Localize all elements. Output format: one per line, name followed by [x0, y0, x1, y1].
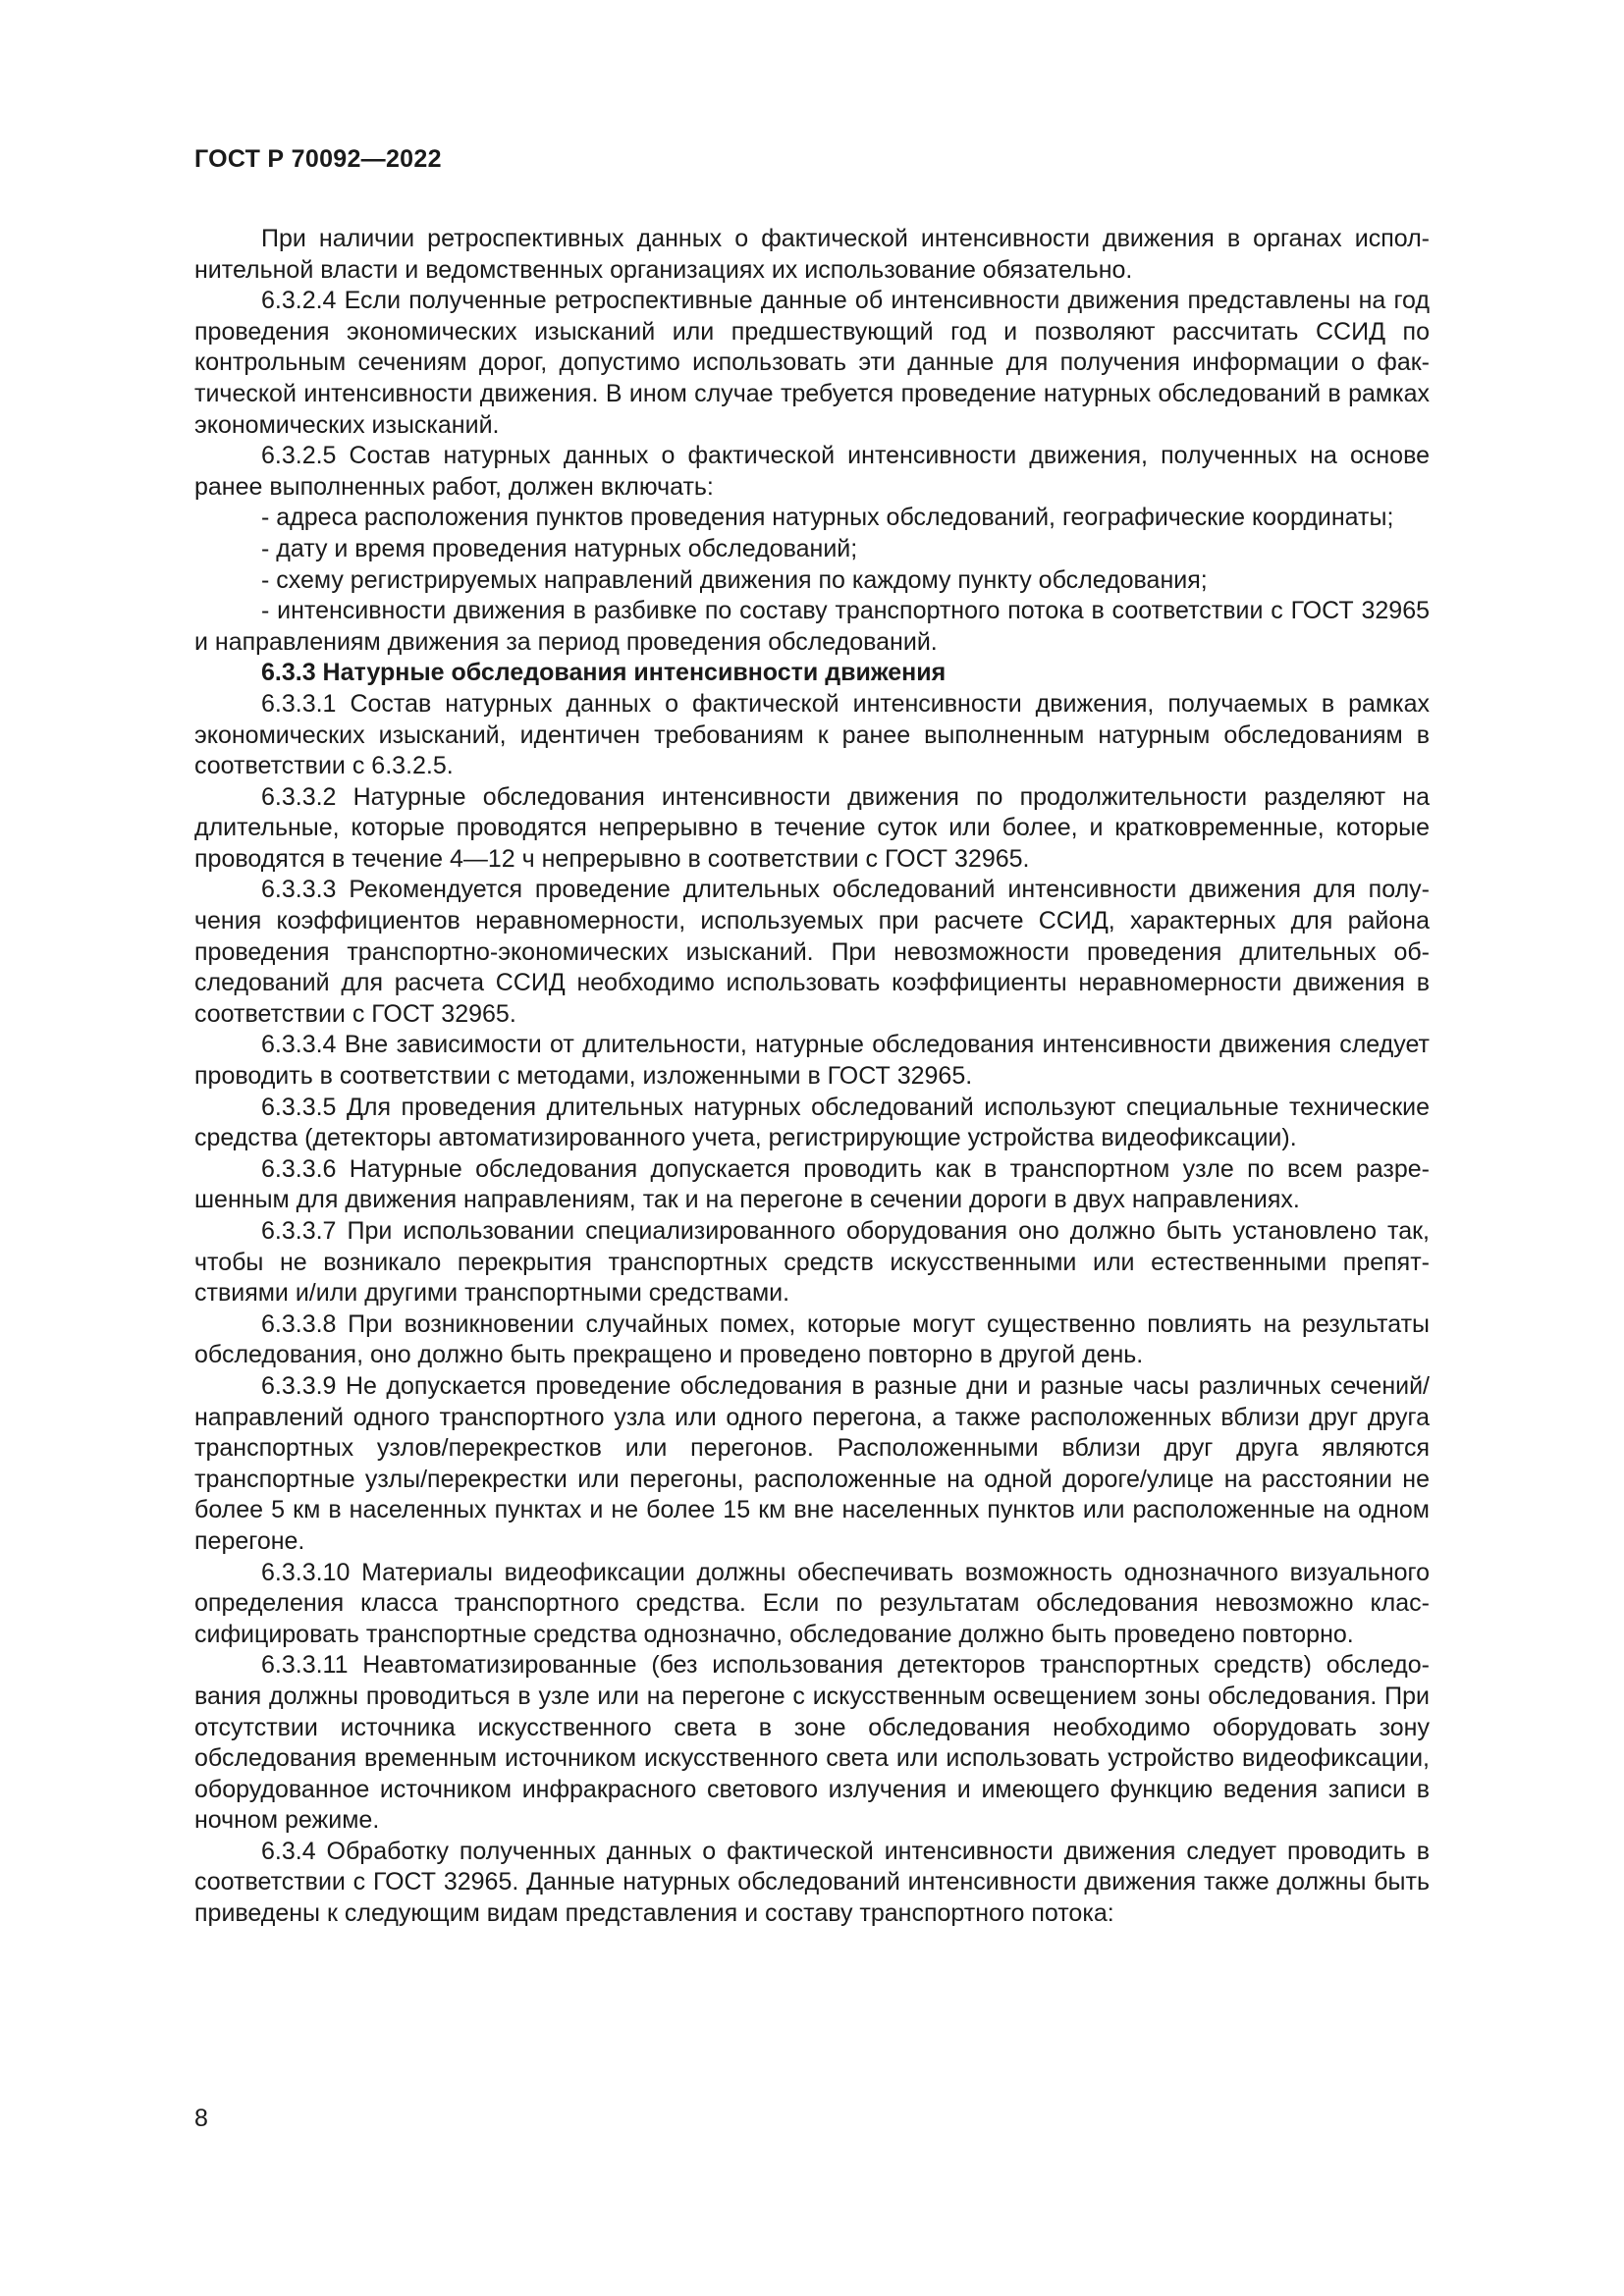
paragraph-6-3-2-5: 6.3.2.5 Состав натурных данных о фактической интенсивности движения, полученных на основе ранее выполненных работ, должен включать:	[194, 442, 1430, 501]
paragraph-6-3-4: 6.3.4 Обработку полученных данных о фактической интенсивности движения следует проводить в соответствии с ГОСТ 32965. Данные натурных обследований интенсивности движения также должны быть приведены к следующим видам представления и составу транспортного потока:	[194, 1837, 1430, 1928]
paragraph-6-3-3-10: 6.3.3.10 Материалы видеофиксации должны обеспечивать возможность однозначного визуального определения класса транспортного средства. Если по результатам обследования невозможно классифицировать транспортные средства однозначно, обследование должно быть проведено повторно.	[194, 1558, 1430, 1648]
paragraph-6-3-3-3: 6.3.3.3 Рекомендуется проведение длительных обследований интенсивности движения для получения коэффициентов неравномерности, используемых при расчете ССИД, характерных для района проведения транспортно-экономических изысканий. При невозможности проведения длительных обследований для расчета ССИД необходимо использовать коэффициенты неравномерности движения в соответствии с ГОСТ 32965.	[194, 876, 1430, 1028]
paragraph-6-3-3-1: 6.3.3.1 Состав натурных данных о фактической интенсивности движения, получаемых в рамках экономических изысканий, идентичен требованиям к ранее выполненным натурным обследованиям в соответствии с 6.3.2.5.	[194, 689, 1430, 780]
paragraph-6-3-3-8: 6.3.3.8 При возникновении случайных помех, которые могут существенно повлиять на результаты обследования, оно должно быть прекращено и проведено повторно в другой день.	[194, 1309, 1430, 1369]
list-item: - интенсивности движения в разбивке по составу транспортного потока в соответствии с ГОСТ 32965 и направлениям движения за период проведения обследований.	[194, 597, 1430, 656]
paragraph: При наличии ретроспективных данных о фактической интенсивности движения в органах исполнительной власти и ведомственных организациях их использование обязательно.	[194, 225, 1430, 284]
paragraph-6-3-3-5: 6.3.3.5 Для проведения длительных натурных обследований используют специальные технические средства (детекторы автоматизированного учета, регистрирующие устройства видеофиксации).	[194, 1093, 1430, 1152]
paragraph-6-3-3-11: 6.3.3.11 Неавтоматизированные (без использования детекторов транспортных средств) обследования должны проводиться в узле или на перегоне с искусственным освещением зоны обследования. При отсутствии источника искусственного света в зоне обследования необходимо оборудовать зону обследования временным источником искусственного света или использовать устройство видеофиксации, оборудованное источником инфракрасного светового излучения и имеющего функцию ведения записи в ночном режиме.	[194, 1651, 1430, 1835]
paragraph-6-3-3-7: 6.3.3.7 При использовании специализированного оборудования оно должно быть установлено так, чтобы не возникало перекрытия транспортных средств искусственными или естественными препятствиями и/или другими транспортными средствами.	[194, 1217, 1430, 1308]
list-item: - дату и время проведения натурных обследований;	[261, 534, 858, 562]
section-heading-6-3-3: 6.3.3 Натурные обследования интенсивности движения	[261, 659, 947, 687]
paragraph-6-3-3-4: 6.3.3.4 Вне зависимости от длительности, натурные обследования интенсивности движения следует проводить в соответствии с методами, изложенными в ГОСТ 32965.	[194, 1031, 1430, 1091]
paragraph-6-3-3-9: 6.3.3.9 Не допускается проведение обследования в разные дни и разные часы различных сечений/направлений одного транспортного узла или одного перегона, а также расположенных вблизи друг друга транспортных узлов/перекрестков или перегонов. Расположенными вблизи друг друга являются транспортные узлы/перекрестки или перегоны, расположенные на одной дороге/улице на расстоянии не более 5 км в населенных пунктах и не более 15 км вне населенных пунктов или расположенные на одном перегоне.	[194, 1371, 1430, 1555]
page-number: 8	[194, 2105, 208, 2132]
paragraph-6-3-3-2: 6.3.3.2 Натурные обследования интенсивности движения по продолжительности разделяют на длительные, которые проводятся непрерывно в течение суток или более, и кратковременные, которые проводятся в течение 4—12 ч непрерывно в соответствии с ГОСТ 32965.	[194, 782, 1430, 873]
list-item: - схему регистрируемых направлений движения по каждому пункту обследования;	[261, 565, 1208, 594]
paragraph-6-3-2-4: 6.3.2.4 Если полученные ретроспективные данные об интенсивности движения представлены на год проведения экономических изысканий или предшествующий год и позволяют рассчитать ССИД по контрольным сечениям дорог, допустимо использовать эти данные для получения информации о фактической интенсивности движения. В ином случае требуется проведение натурных обследований в рамках экономических изысканий.	[194, 287, 1430, 439]
document-body	[194, 224, 1430, 1930]
paragraph-6-3-3-6: 6.3.3.6 Натурные обследования допускается проводить как в транспортном узле по всем разрешенным для движения направлениям, так и на перегоне в сечении дороги в двух направлениях.	[194, 1154, 1430, 1214]
list-item: - адреса расположения пунктов проведения натурных обследований, географические координаты;	[261, 504, 1394, 532]
standard-header: ГОСТ Р 70092—2022	[194, 145, 442, 173]
